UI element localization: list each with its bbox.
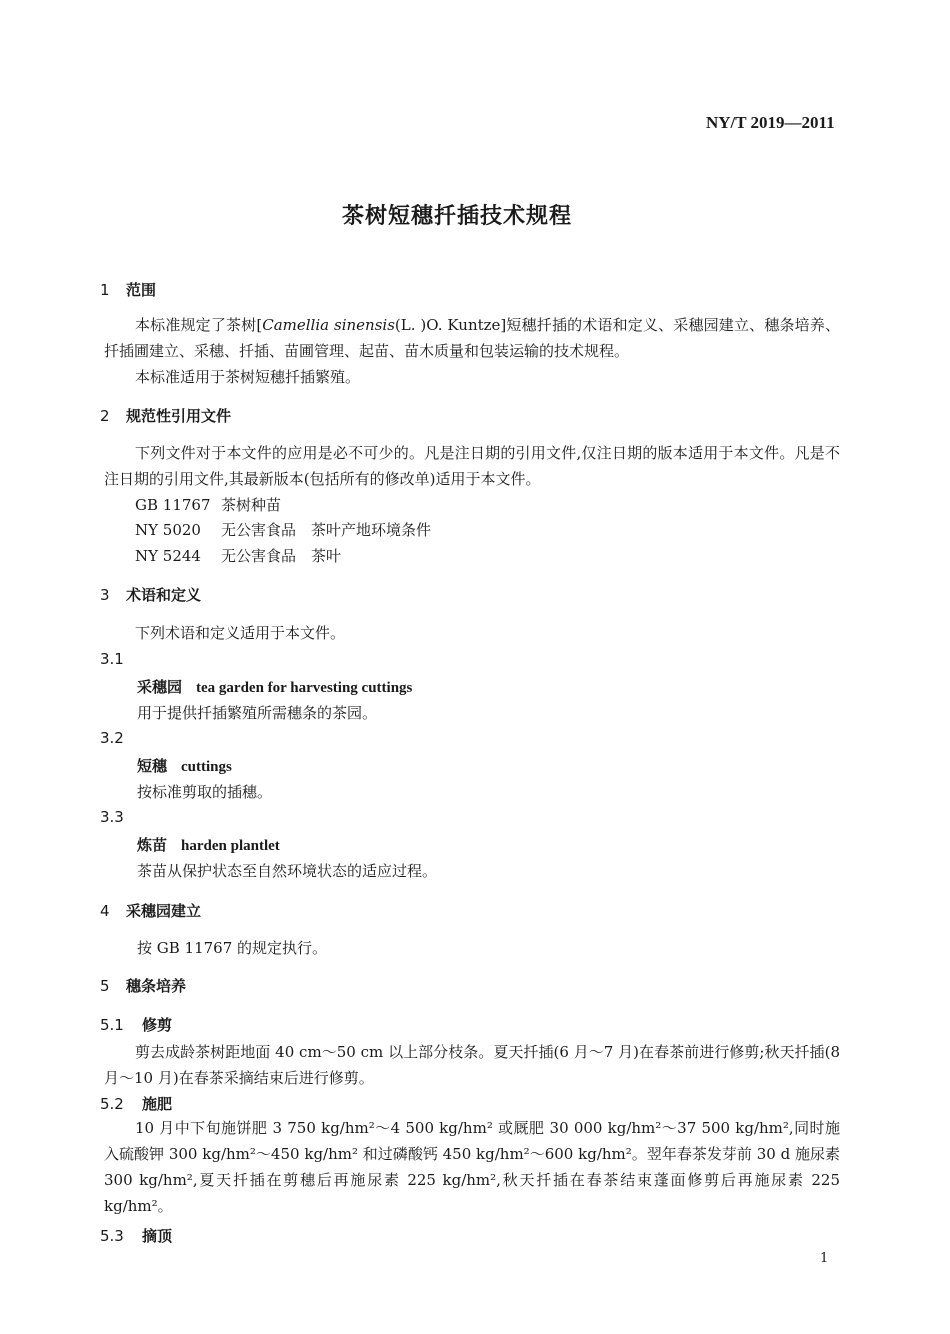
section-4-text: 按 GB 11767 的规定执行。 [137,939,328,957]
term-definition: 茶苗从保护状态至自然环境状态的适应过程。 [137,862,438,880]
section-heading-2 [100,405,231,426]
scope-paragraph [104,312,840,364]
section-number: 3 [100,586,110,604]
scope-text-a: 本标准规定了茶树[ [135,316,263,334]
reference-code: GB 11767 [135,496,211,514]
subsection-heading-5-2 [100,1093,172,1114]
subsection-title: 修剪 [142,1016,173,1034]
section-heading-1 [100,279,156,300]
term-zh: 短穗 [137,757,168,775]
section-title: 规范性引用文件 [126,407,232,425]
page-number: 1 [820,1251,829,1266]
document-title: 茶树短穗扦插技术规程 [342,204,573,229]
reference-name: 无公害食品 茶叶产地环境条件 [221,521,432,539]
section-title: 穗条培养 [126,977,187,995]
term-definition: 按标准剪取的插穗。 [137,783,273,801]
term-number: 3.2 [100,729,124,747]
subsection-heading-5-3 [100,1225,172,1246]
scope-applicability: 本标准适用于茶树短穗扦插繁殖。 [135,368,361,386]
section-title: 范围 [126,281,157,299]
reference-name: 茶树种苗 [221,496,282,514]
reference-item [135,545,341,566]
reference-name: 无公害食品 茶叶 [221,547,342,565]
term-number: 3.3 [100,808,124,826]
subsection-title: 施肥 [142,1095,173,1113]
section-heading-4 [100,900,201,921]
term-heading [137,834,280,855]
section-number: 5 [100,977,110,995]
term-heading [137,676,412,697]
subsection-title: 摘顶 [142,1227,173,1245]
term-definition: 用于提供扦插繁殖所需穗条的茶园。 [137,704,378,722]
subsection-heading-5-1 [100,1014,172,1035]
term-number: 3.1 [100,650,124,668]
fertilizing-paragraph: 10 月中下旬施饼肥 3 750 kg/hm²～4 500 kg/hm² 或厩肥 30 000 kg/hm²～37 500 kg/hm²,同时施入硫酸钾 300 kg/hm²～450 kg/hm² 和过磷酸钙 450 kg/hm²～600 kg/hm²。翌年春茶发芽前 30 d 施尿素 300 kg/hm²,夏天扦插在剪穗后再施尿素 225 kg/hm²,秋天扦插在春茶结束蓬面修剪后再施尿素 225 kg/hm²。 [104,1119,840,1215]
latin-name: Camellia sinensis [262,316,395,334]
subsection-number: 5.1 [100,1016,124,1034]
reference-code: NY 5020 [135,521,201,539]
term-en: tea garden for harvesting cuttings [196,680,413,696]
term-zh: 炼苗 [137,836,168,854]
section-number: 4 [100,902,110,920]
section-heading-3 [100,584,201,605]
section-title: 术语和定义 [126,586,202,604]
reference-item [135,494,281,515]
term-zh: 采穗园 [137,678,183,696]
term-heading [137,755,232,776]
subsection-number: 5.2 [100,1095,124,1113]
section-number: 2 [100,407,110,425]
section-title: 采穗园建立 [126,902,202,920]
term-en: harden plantlet [181,838,280,854]
terms-intro: 下列术语和定义适用于本文件。 [135,624,346,642]
normative-paragraph: 下列文件对于本文件的应用是必不可少的。凡是注日期的引用文件,仅注日期的版本适用于本文件。凡是不注日期的引用文件,其最新版本(包括所有的修改单)适用于本文件。 [104,444,840,488]
subsection-number: 5.3 [100,1227,124,1245]
scope-text-b: (L. )O. Kuntze]短穗扦插的术语和定义、采穗园建立、穗条培养、扦插圃建立、采穗、扦插、苗圃管理、起苗、苗木质量和包装运输的技术规程。 [104,316,841,360]
section-heading-5 [100,975,186,996]
reference-item [135,519,431,540]
term-en: cuttings [181,759,232,775]
reference-code: NY 5244 [135,547,201,565]
standard-number: NY/T 2019—2011 [706,113,835,132]
section-number: 1 [100,281,110,299]
pruning-paragraph: 剪去成龄茶树距地面 40 cm～50 cm 以上部分枝条。夏天扦插(6 月～7 月)在春茶前进行修剪;秋天扦插(8 月～10 月)在春茶采摘结束后进行修剪。 [104,1043,840,1087]
